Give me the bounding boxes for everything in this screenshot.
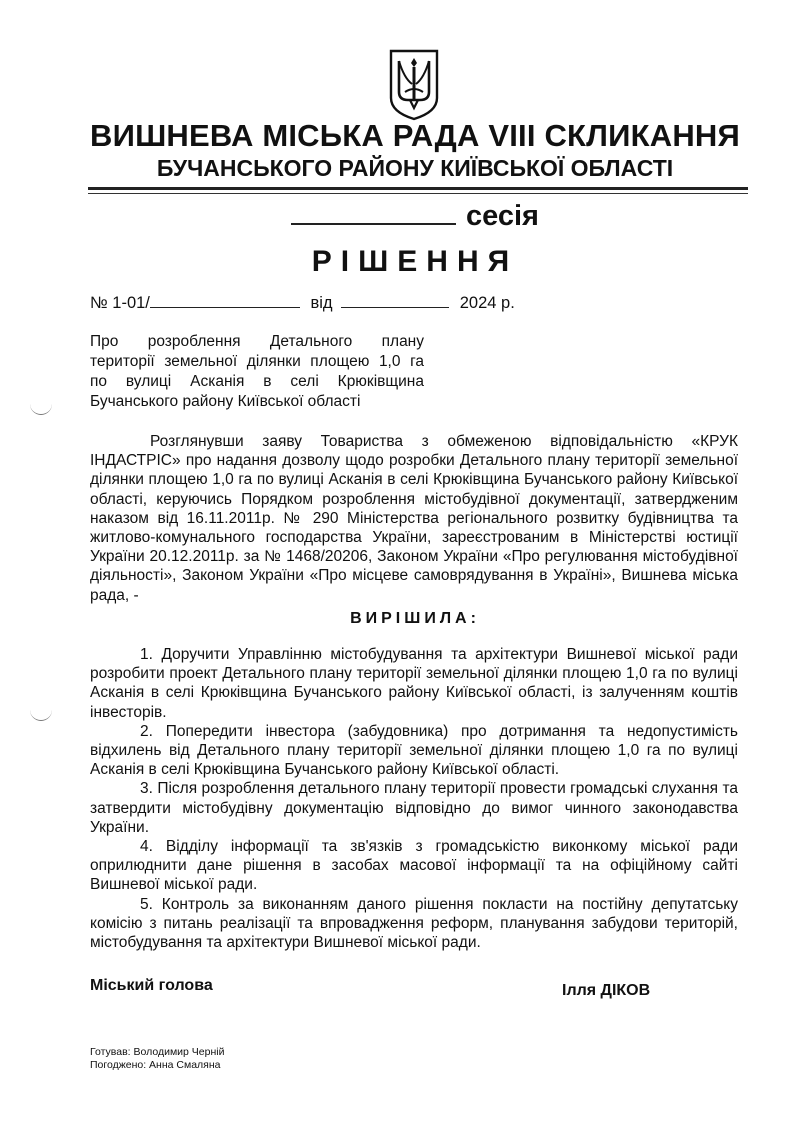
punch-hole-mark [30, 706, 52, 721]
subject-line: по вулиці Асканія в селі Крюківщина [90, 373, 424, 390]
decision-year: 2024 р. [459, 294, 515, 312]
document-footer [90, 1046, 224, 1072]
decision-title: РІШЕННЯ [311, 245, 519, 278]
punch-hole-mark [30, 400, 52, 415]
signatory-name: Ілля ДІКОВ [562, 982, 651, 999]
date-blank [341, 292, 449, 308]
resolved-heading: ВИРІШИЛА: [350, 610, 480, 627]
trident-coat-of-arms-icon [388, 48, 440, 122]
preamble-paragraph: Розглянувши заяву Товариства з обмеженою відповідальністю «КРУК ІНДАСТРІС» про надання дозволу щодо розробки Детального плану території земельної ділянки площею 1,0 га по вулиці Асканія в селі Крюківщина Бучанського району Київської області, керуючись Порядком розроблення містобудівної документації, затвердженим наказом від 16.11.2011р. № 290 Міністерства регіонального розвитку будівництва та житлово-комунального господарства України, зареєстрованим в Міністерстві юстиції України 20.12.2011р. за № 1468/20206, Законом України «Про регулювання містобудівної діяльності», Законом України «Про місцеве самоврядування в Україні», Вишнева міська рада, - [90, 433, 738, 604]
resolution-item-4: 4. Відділу інформації та зв'язків з громадськістю виконкому міської ради оприлюднити дане рішення в засобах масової інформації та на офіційному сайті Вишневої міської ради. [90, 838, 738, 894]
subject-line: Бучанського району Київської області [90, 393, 361, 410]
decision-number-line [90, 292, 515, 313]
header-divider-thin [88, 193, 748, 194]
resolution-item-5: 5. Контроль за виконанням даного рішення покласти на постійну депутатську комісію з питань реалізації та впровадження реформ, планування забудови територій, містобудування та архітектури Вишневої міської ради. [90, 895, 738, 952]
resolution-items [90, 645, 738, 952]
council-subtitle: БУЧАНСЬКОГО РАЙОНУ КИЇВСЬКОЇ ОБЛАСТІ [156, 155, 674, 181]
decision-number-prefix: № 1-01/ [90, 294, 150, 312]
council-title: ВИШНЕВА МІСЬКА РАДА VІІІ СКЛИКАННЯ [90, 118, 740, 153]
decision-subject [90, 332, 424, 412]
preamble [90, 432, 738, 605]
header-divider [88, 187, 748, 190]
subject-line: території земельної ділянки площею 1,0 га [90, 353, 424, 370]
signatory-title: Міський голова [90, 977, 213, 994]
decision-number-blank [150, 292, 300, 308]
resolution-item-1: 1. Доручити Управлінню містобудування та архітектури Вишневої міської ради розробити проект Детального плану території земельної ділянки площею 1,0 га по вулиці Асканія в селі Крюківщина Бучанського району Київської області, із залученням коштів інвесторів. [90, 646, 738, 721]
resolution-item-2: 2. Попередити інвестора (забудовника) про дотримання та недопустимість відхилень від Детального плану території земельної ділянки площею 1,0 га по вулиці Асканія в селі Крюківщина Бучанського району Київської області. [90, 722, 738, 779]
prepared-by: Готував: Володимир Черній [90, 1046, 225, 1058]
agreed-by: Погоджено: Анна Смаляна [90, 1059, 221, 1071]
session-label: сесія [466, 200, 539, 232]
resolution-item-3: 3. Після розроблення детального плану території провести громадські слухання та затвердити містобудівну документацію відповідно до вимог чинного законодавства України. [90, 780, 738, 836]
session-number-blank [291, 197, 456, 225]
date-from-label: від [310, 294, 333, 312]
subject-line: Про розроблення Детального плану [90, 333, 424, 350]
session-line [0, 197, 800, 233]
